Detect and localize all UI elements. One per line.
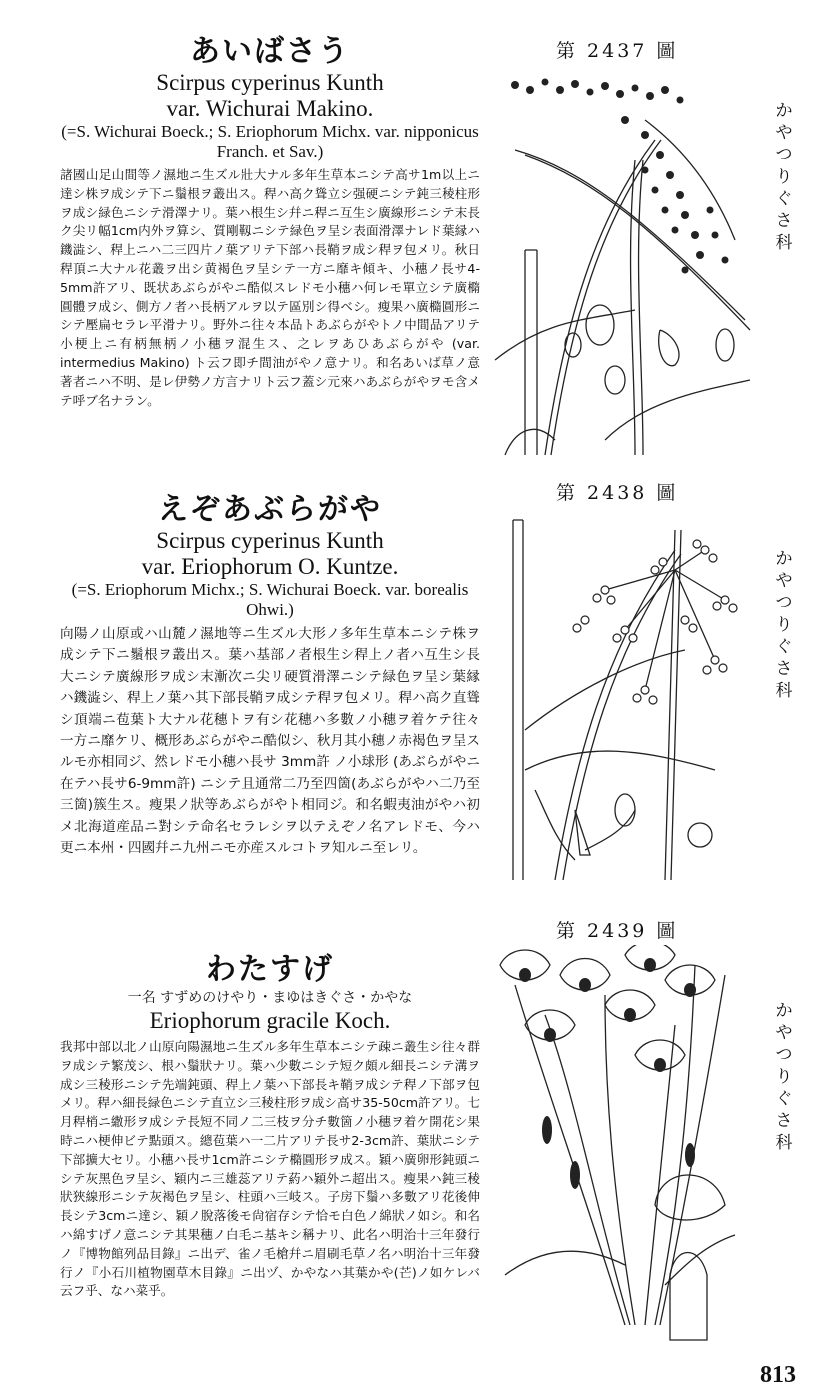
synonyms: (=S. Wichurai Boeck.; S. Eriophorum Michx. var. nipponicus Franch. et Sav.): [61, 122, 479, 161]
illustration-scirpus-eriophorum: [485, 510, 755, 890]
variety-name: var. Wichurai Makino.: [166, 96, 374, 121]
scientific-name: Scirpus cyperinus Kunth: [156, 528, 384, 553]
figure-label: 第 2438 圖: [556, 482, 679, 504]
entry-2439: [60, 952, 480, 1301]
variety-name: var. Eriophorum O. Kuntze.: [141, 554, 399, 579]
entry-2438: [60, 492, 480, 859]
illustration-eriophorum-gracile: [485, 945, 755, 1345]
entry-2437: [60, 34, 480, 410]
description: 向陽ノ山原或ハ山麓ノ濕地等ニ生ズル大形ノ多年生草本ニシテ株ヲ成シテ下ニ鬚根ヲ叢出ス。葉ハ基部ノ者根生シ稈上ノ者ハ互生シ長大ニシテ廣線形ヲ成シ末漸次ニ尖リ硬質滑澤ニシテ緑色ヲ呈シ葉縁ハ鐖澁シ、稈上ノ葉ハ其下部長鞘ヲ成シテ稈ヲ包メリ。稈ハ高ク直聳シ頂端ニ苞葉ト大ナル花穗トヲ有シ花穗ハ多數ノ小穗ヲ着ケテ往々一方ニ靡ケリ、概形あぶらがやニ酷似シ、秋月其小穗ノ赤褐色ヲ呈スルモ亦相同ジ、然レドモ小穗ハ長サ 3mm許 ノ小球形 (あぶらがやニ在テハ長サ6-9mm許) ニシテ且通常二乃至四箇(あぶらがやハ二乃至三箇)簇生ス。瘦果ノ狀等あぶらがやト相同ジ。和名蝦夷油がやハ初メ北海道産品ニ對シテ命名セラレシヲ以テえぞノ名アレドモ、今ハ更ニ本州・四國幷ニ九州ニモ亦産スルコトヲ知ルニ至レリ。: [60, 626, 480, 857]
family-text: か や つ り ぐ さ 科: [775, 1001, 793, 1153]
synonyms: (=S. Eriophorum Michx.; S. Wichurai Boeck. var. borealis Ohwi.): [71, 580, 469, 619]
description: 我邦中部以北ノ山原向陽濕地ニ生ズル多年生草本ニシテ疎ニ叢生シ往々群ヲ成シテ繁茂シ、根ハ鬚狀ナリ。葉ハ少數ニシテ短ク頗ル細長ニシテ溝ヲ成シ三稜形ニシテ先端鈍頭、稈上ノ葉ハ下部長キ鞘ヲ成シテ稈ノ下部ヲ包メリ。稈ハ細長緑色ニシテ直立シ三稜柱形ヲ成シ高サ35-50cm許アリ。七月稈梢ニ繖形ヲ成シテ長短不同ノ二三枝ヲ分チ數箇ノ小穗ヲ着ケ開花シ果時ニハ梗伸ビテ點頭ス。總苞葉ハ一二片アリテ長サ2-3cm許、葉狀ニシテ下部擴大セリ。小穗ハ長サ1cm許ニシテ橢圓形ヲ成ス。穎ハ廣卵形鈍頭ニシテ灰黑色ヲ呈シ、穎内ニ三雄蕊アリテ葯ハ穎外ニ超出ス。瘦果ハ鈍三稜狀狹線形ニシテ灰褐色ヲ呈シ、柱頭ハ三岐ス。子房下鬚ハ多數アリ花後伸長シテ3cmニ達シ、穎ノ脫落後モ尙宿存シテ恰モ白色ノ綿狀ノ如シ。和名ハ綿すげノ意ニシテ其果穗ノ白毛ニ基キシ稱ナリ、此名ハ明治十三年發行ノ『博物館列品目錄』ニ出デ、雀ノ毛槍幷ニ眉刷毛草ノ名ハ明治十三年發行ノ『小石川植物園草木目錄』ニ出ヅ、かやなハ其葉かや(芒)ノ如ケレバ云フ乎、なハ菜乎。: [60, 1039, 480, 1299]
japanese-name: わたすげ: [206, 952, 334, 987]
figure-label: 第 2437 圖: [556, 40, 679, 62]
family-label: [770, 548, 798, 702]
scientific-name: Scirpus cyperinus Kunth: [156, 70, 384, 95]
family-label: [770, 100, 798, 254]
family-text: か や つ り ぐ さ 科: [775, 549, 793, 701]
alternative-names: 一名 すずめのけやり・まゆはきぐさ・かやな: [127, 990, 413, 1006]
illustration-scirpus-wichurai: [485, 60, 755, 460]
page-number: 813: [760, 1362, 796, 1388]
scientific-name: Eriophorum gracile Koch.: [149, 1008, 391, 1033]
description: 諸國山足山間等ノ濕地ニ生ズル壯大ナル多年生草本ニシテ高サ1m以上ニ達シ株ヲ成シテ下ニ鬚根ヲ叢出ス。稈ハ高ク聳立シ强硬ニシテ鈍三稜柱形ヲ成シ緑色ニシテ滑澤ナリ。葉ハ根生シ幷ニ稈ニ互生シ廣線形ニシテ末長ク尖リ幅1cm内外ヲ算シ、質剛靱ニシテ緑色ヲ呈シ表面滑澤ナレド葉縁ハ鐖澁シ、稈上ニハ二三四片ノ葉アリテ下部ハ長鞘ヲ成シ稈ヲ包メリ。秋日稈頂ニ大ナル花叢ヲ出シ黄褐色ヲ呈シテ一方ニ靡キ傾キ、小穗ノ長サ4-5mm許アリ、既状あぶらがやニ酷似スレドモ小穗ハ何レモ單立シテ廣橢圓體ヲ成シ、側方ノ者ハ長柄アルヲ以テ區別シ得ベシ。瘦果ハ廣橢圓形ニシテ壓扁セラレ平滑ナリ。野外ニ往々本品トあぶらがやトノ中間品アリテ小梗上ニ有柄無柄ノ小穗ヲ混生ス、之レヲあひあぶらがや (var. intermedius Makino) ト云フ即チ間油がやノ意ナリ。和名あいば草ノ意著者ニハ不明、是レ伊勢ノ方言ナリト云フ蓋シ元來ハあぶらがやヲモ含メテ呼ブ名ナラン。: [60, 167, 480, 408]
japanese-name: えぞあぶらがや: [158, 492, 382, 527]
figure-label: 第 2439 圖: [556, 920, 679, 942]
japanese-name: あいばさう: [190, 34, 350, 69]
family-text: か や つ り ぐ さ 科: [775, 101, 793, 253]
family-label: [770, 1000, 798, 1154]
